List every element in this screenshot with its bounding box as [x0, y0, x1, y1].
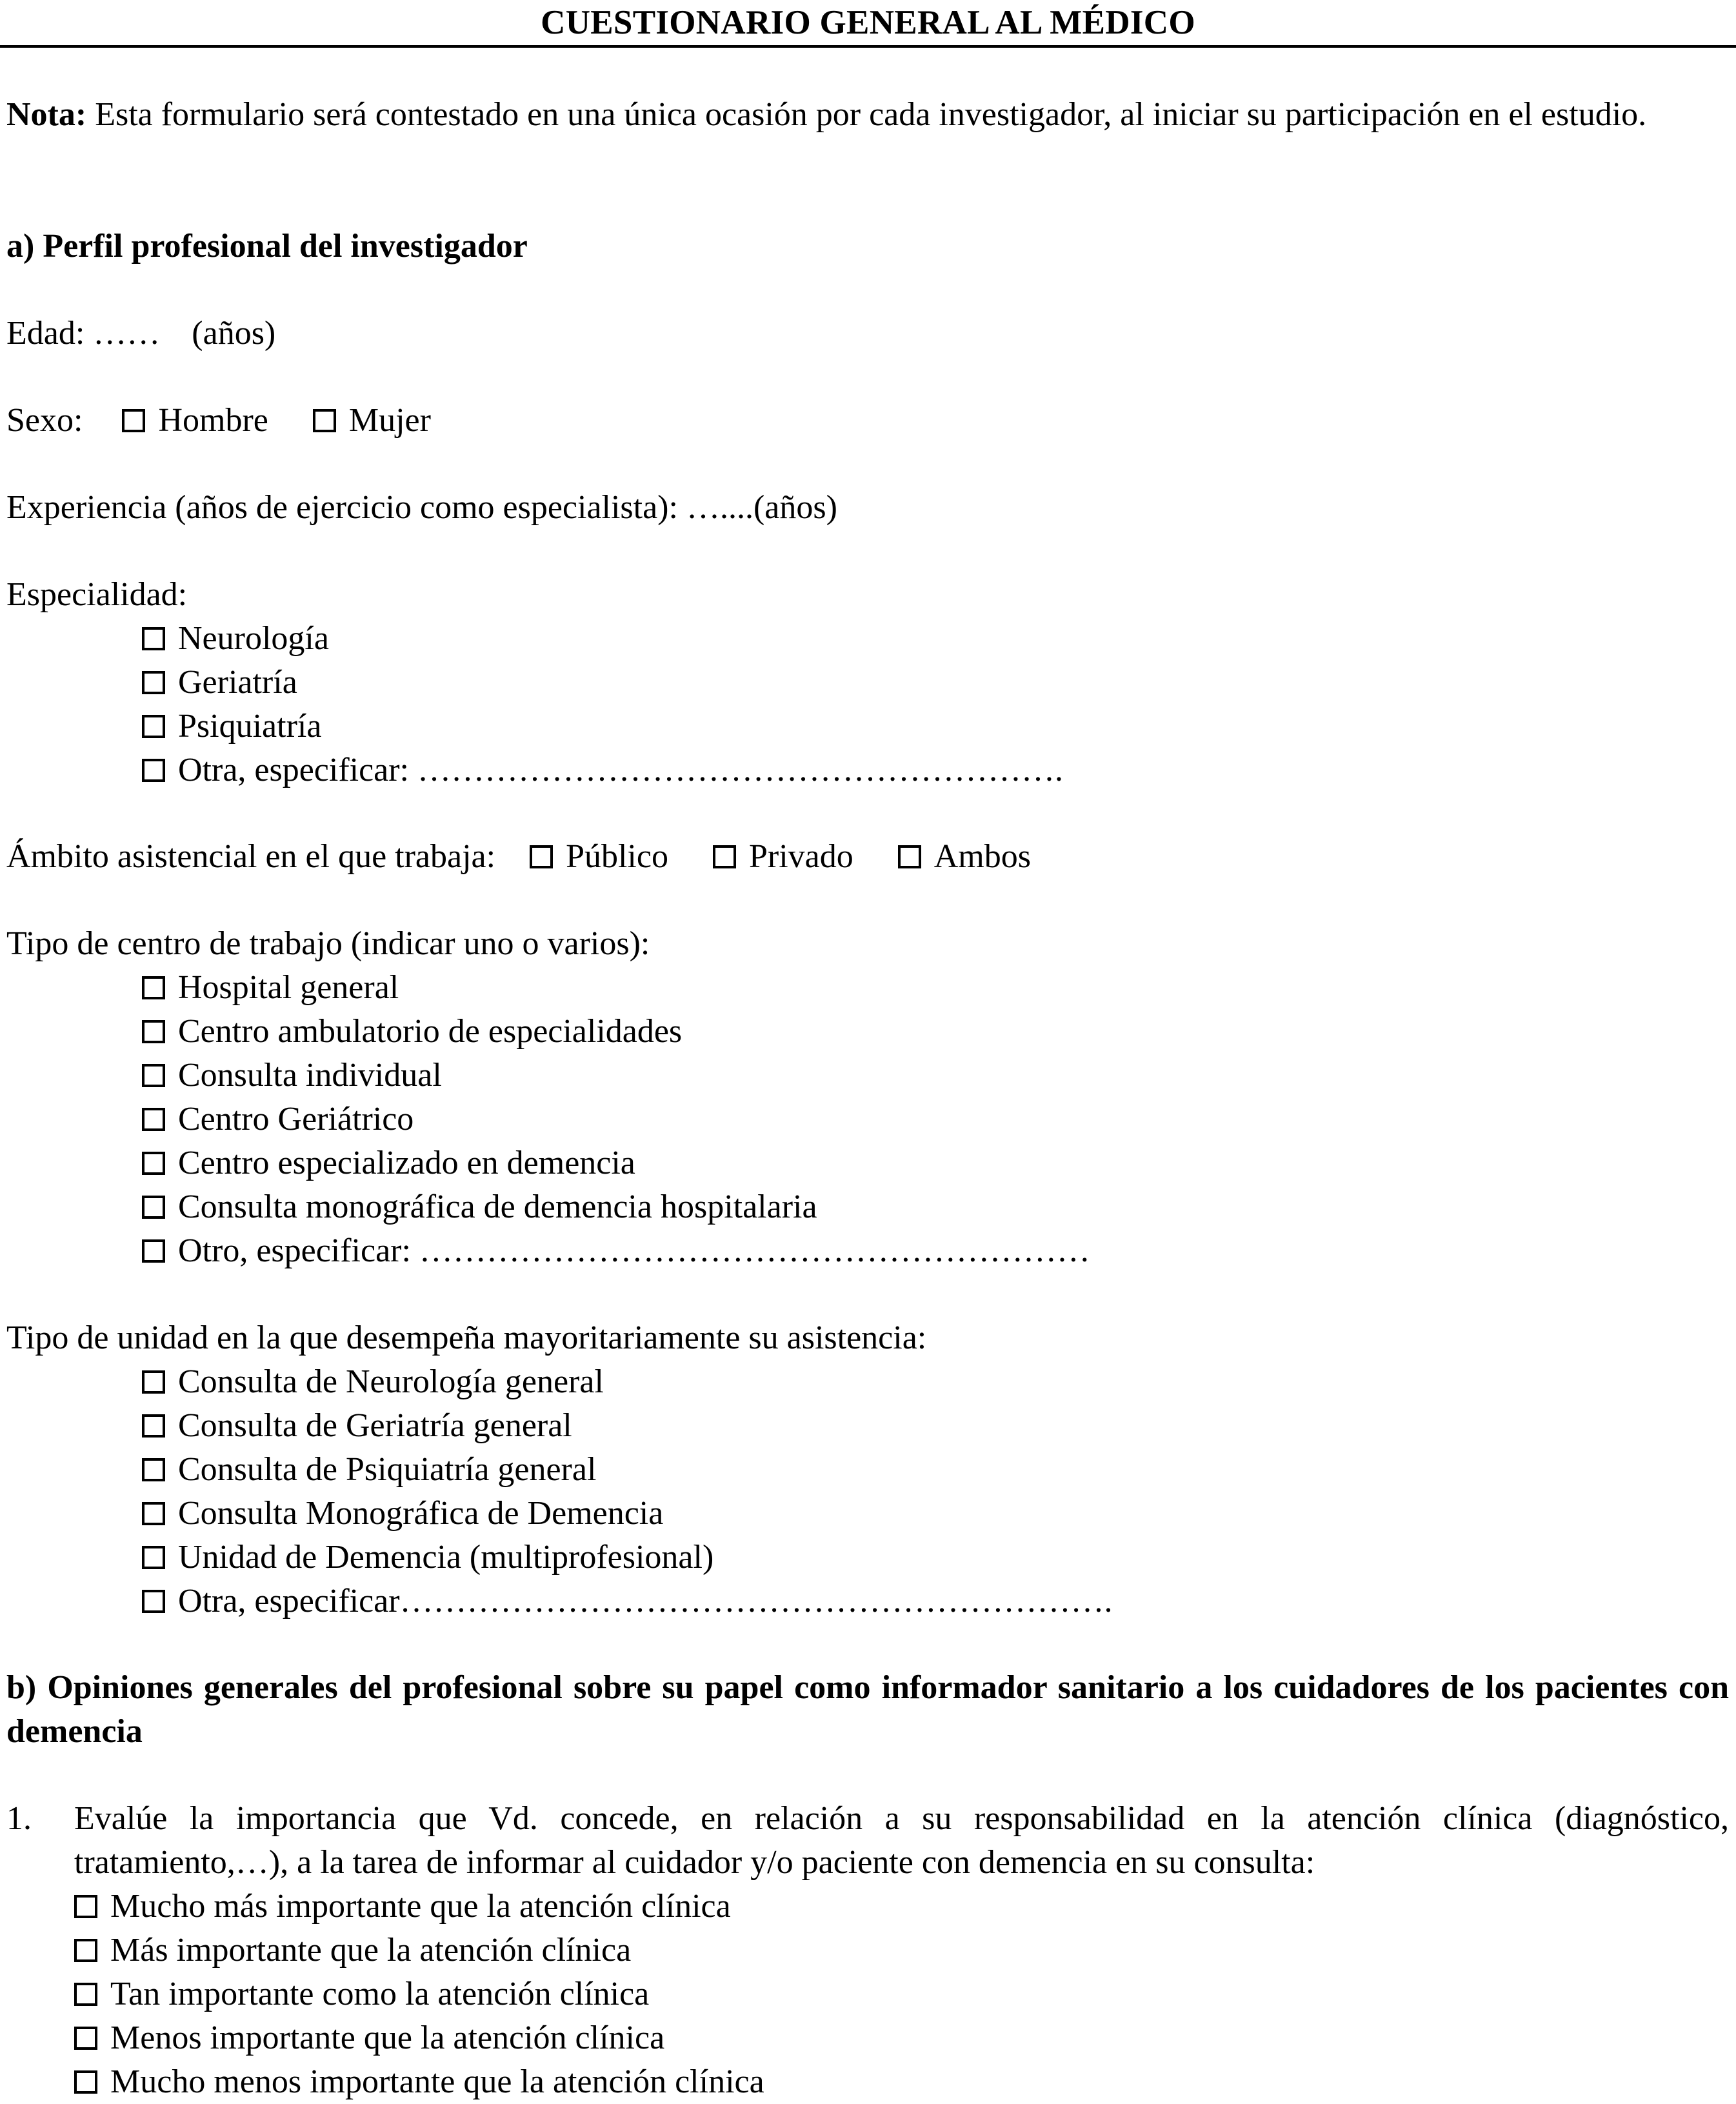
note-text: Esta formulario será contestado en una única ocasión por cada investigador, al iniciar su participación en el estudio.	[95, 96, 1647, 133]
ambito-label: Ámbito asistencial en el que trabaja:	[6, 838, 496, 875]
option-label: Otro, especificar: ……………………………………………………	[178, 1232, 1090, 1269]
especialidad-label: Especialidad:	[6, 576, 188, 613]
option-label: Tan importante como la atención clínica	[110, 1976, 650, 2012]
ambito-row	[6, 835, 1729, 879]
checkbox-icon[interactable]	[74, 1983, 97, 2006]
ambito-option-ambos[interactable]	[898, 835, 1031, 879]
option-label: Privado	[748, 838, 853, 875]
option-label: Psiquiatría	[178, 708, 322, 745]
especialidad-option-otra[interactable]	[142, 748, 1690, 792]
experiencia-label: Experiencia (años de ejercicio como especialista):	[6, 489, 678, 526]
question-1-number: 1.	[6, 1800, 32, 1837]
edad-label: Edad:	[6, 315, 85, 352]
checkbox-icon[interactable]	[142, 671, 165, 694]
tipo-centro-options	[142, 966, 1690, 1273]
tipo-centro-option[interactable]	[142, 966, 1690, 1010]
title-divider	[0, 45, 1736, 48]
tipo-centro-option[interactable]	[142, 1054, 1690, 1097]
option-label: Más importante que la atención clínica	[110, 1932, 632, 1969]
option-label: Consulta de Neurología general	[178, 1363, 604, 1400]
option-label: Público	[566, 838, 668, 875]
option-label: Otra, especificar: ………………………………………………….	[178, 752, 1064, 788]
option-label: Mujer	[348, 402, 431, 439]
tipo-centro-option[interactable]	[142, 1010, 1690, 1054]
edad-blank[interactable]: ……	[93, 315, 161, 352]
option-label: Menos importante que la atención clínica	[110, 2019, 665, 2056]
especialidad-option[interactable]	[142, 617, 1690, 661]
tipo-centro-option[interactable]	[142, 1097, 1690, 1141]
checkbox-icon[interactable]	[74, 2027, 97, 2050]
checkbox-icon[interactable]	[122, 409, 145, 432]
tipo-centro-option[interactable]	[142, 1185, 1690, 1229]
question-1-options	[74, 1885, 1622, 2104]
option-label: Centro Geriátrico	[178, 1101, 414, 1137]
page-title: CUESTIONARIO GENERAL AL MÉDICO	[541, 4, 1195, 41]
especialidad-option[interactable]	[142, 661, 1690, 705]
experiencia-row	[6, 486, 1729, 530]
checkbox-icon[interactable]	[142, 1064, 165, 1087]
option-label: Hombre	[158, 402, 268, 439]
question-1-option[interactable]	[74, 1929, 1622, 1972]
tipo-unidad-option[interactable]	[142, 1360, 1690, 1404]
section-b-heading: b) Opiniones generales del profesional sobre su papel como informador sanitario a los cuidadores de los pacientes con demencia	[6, 1669, 1729, 1750]
tipo-unidad-option[interactable]	[142, 1492, 1690, 1536]
checkbox-icon[interactable]	[142, 1458, 165, 1481]
checkbox-icon[interactable]	[142, 1152, 165, 1175]
checkbox-icon[interactable]	[74, 1895, 97, 1918]
checkbox-icon[interactable]	[74, 1939, 97, 1962]
checkbox-icon[interactable]	[74, 2070, 97, 2094]
checkbox-icon[interactable]	[142, 1196, 165, 1219]
sexo-option-mujer[interactable]	[313, 399, 431, 443]
checkbox-icon[interactable]	[142, 976, 165, 999]
checkbox-icon[interactable]	[142, 1546, 165, 1569]
option-label: Geriatría	[178, 664, 297, 701]
option-label: Ambos	[933, 838, 1031, 875]
sexo-option-hombre[interactable]	[122, 399, 268, 443]
option-label: Otra, especificar……………………………………………………….	[178, 1583, 1113, 1619]
checkbox-icon[interactable]	[142, 1239, 165, 1263]
tipo-unidad-label: Tipo de unidad en la que desempeña mayoritariamente su asistencia:	[6, 1319, 927, 1356]
option-label: Hospital general	[178, 969, 399, 1006]
checkbox-icon[interactable]	[142, 1020, 165, 1043]
option-label: Mucho más importante que la atención clínica	[110, 1888, 731, 1925]
question-1-option[interactable]	[74, 1885, 1622, 1929]
option-label: Centro ambulatorio de especialidades	[178, 1013, 683, 1050]
edad-row	[6, 312, 1729, 356]
option-label: Consulta de Psiquiatría general	[178, 1451, 597, 1488]
option-label: Consulta monográfica de demencia hospitalaria	[178, 1188, 817, 1225]
option-label: Consulta de Geriatría general	[178, 1407, 572, 1444]
checkbox-icon[interactable]	[142, 627, 165, 650]
option-label: Consulta individual	[178, 1057, 442, 1094]
tipo-centro-option-otro[interactable]	[142, 1229, 1690, 1273]
question-1-text: Evalúe la importancia que Vd. concede, en relación a su responsabilidad en la atención clínica (diagnóstico, tratamiento,…), a la tarea de informar al cuidador y/o paciente con demencia en su consulta:	[74, 1800, 1729, 1881]
question-1-option[interactable]	[74, 2060, 1622, 2104]
ambito-option-privado[interactable]	[713, 835, 853, 879]
especialidad-options	[142, 617, 1690, 792]
edad-unit: (años)	[192, 315, 276, 352]
checkbox-icon[interactable]	[142, 1108, 165, 1131]
option-label: Unidad de Demencia (multiprofesional)	[178, 1539, 714, 1576]
question-1-option[interactable]	[74, 2016, 1622, 2060]
option-label: Mucho menos importante que la atención clínica	[110, 2063, 764, 2100]
checkbox-icon[interactable]	[142, 715, 165, 738]
option-label: Consulta Monográfica de Demencia	[178, 1495, 664, 1532]
tipo-centro-option[interactable]	[142, 1141, 1690, 1185]
section-a-heading: a) Perfil profesional del investigador	[6, 228, 528, 265]
checkbox-icon[interactable]	[898, 845, 921, 868]
note-label: Nota:	[6, 96, 87, 133]
experiencia-blank[interactable]: …....(años)	[686, 489, 837, 526]
note-paragraph	[6, 93, 1729, 137]
ambito-option-publico[interactable]	[530, 835, 668, 879]
tipo-centro-label: Tipo de centro de trabajo (indicar uno o varios):	[6, 925, 650, 962]
checkbox-icon[interactable]	[530, 845, 553, 868]
checkbox-icon[interactable]	[142, 1502, 165, 1525]
sexo-label: Sexo:	[6, 402, 83, 439]
tipo-unidad-options	[142, 1360, 1690, 1623]
checkbox-icon[interactable]	[142, 1414, 165, 1438]
question-1-option[interactable]	[74, 1972, 1622, 2016]
option-label: Neurología	[178, 620, 329, 657]
checkbox-icon[interactable]	[142, 1370, 165, 1394]
tipo-unidad-option[interactable]	[142, 1404, 1690, 1448]
checkbox-icon[interactable]	[142, 759, 165, 782]
checkbox-icon[interactable]	[142, 1590, 165, 1613]
option-label: Centro especializado en demencia	[178, 1145, 635, 1181]
tipo-unidad-option[interactable]	[142, 1448, 1690, 1492]
tipo-unidad-option[interactable]	[142, 1536, 1690, 1579]
tipo-unidad-option-otra[interactable]	[142, 1579, 1690, 1623]
especialidad-option[interactable]	[142, 705, 1690, 748]
checkbox-icon[interactable]	[713, 845, 736, 868]
sexo-row	[6, 399, 1729, 443]
checkbox-icon[interactable]	[313, 409, 336, 432]
